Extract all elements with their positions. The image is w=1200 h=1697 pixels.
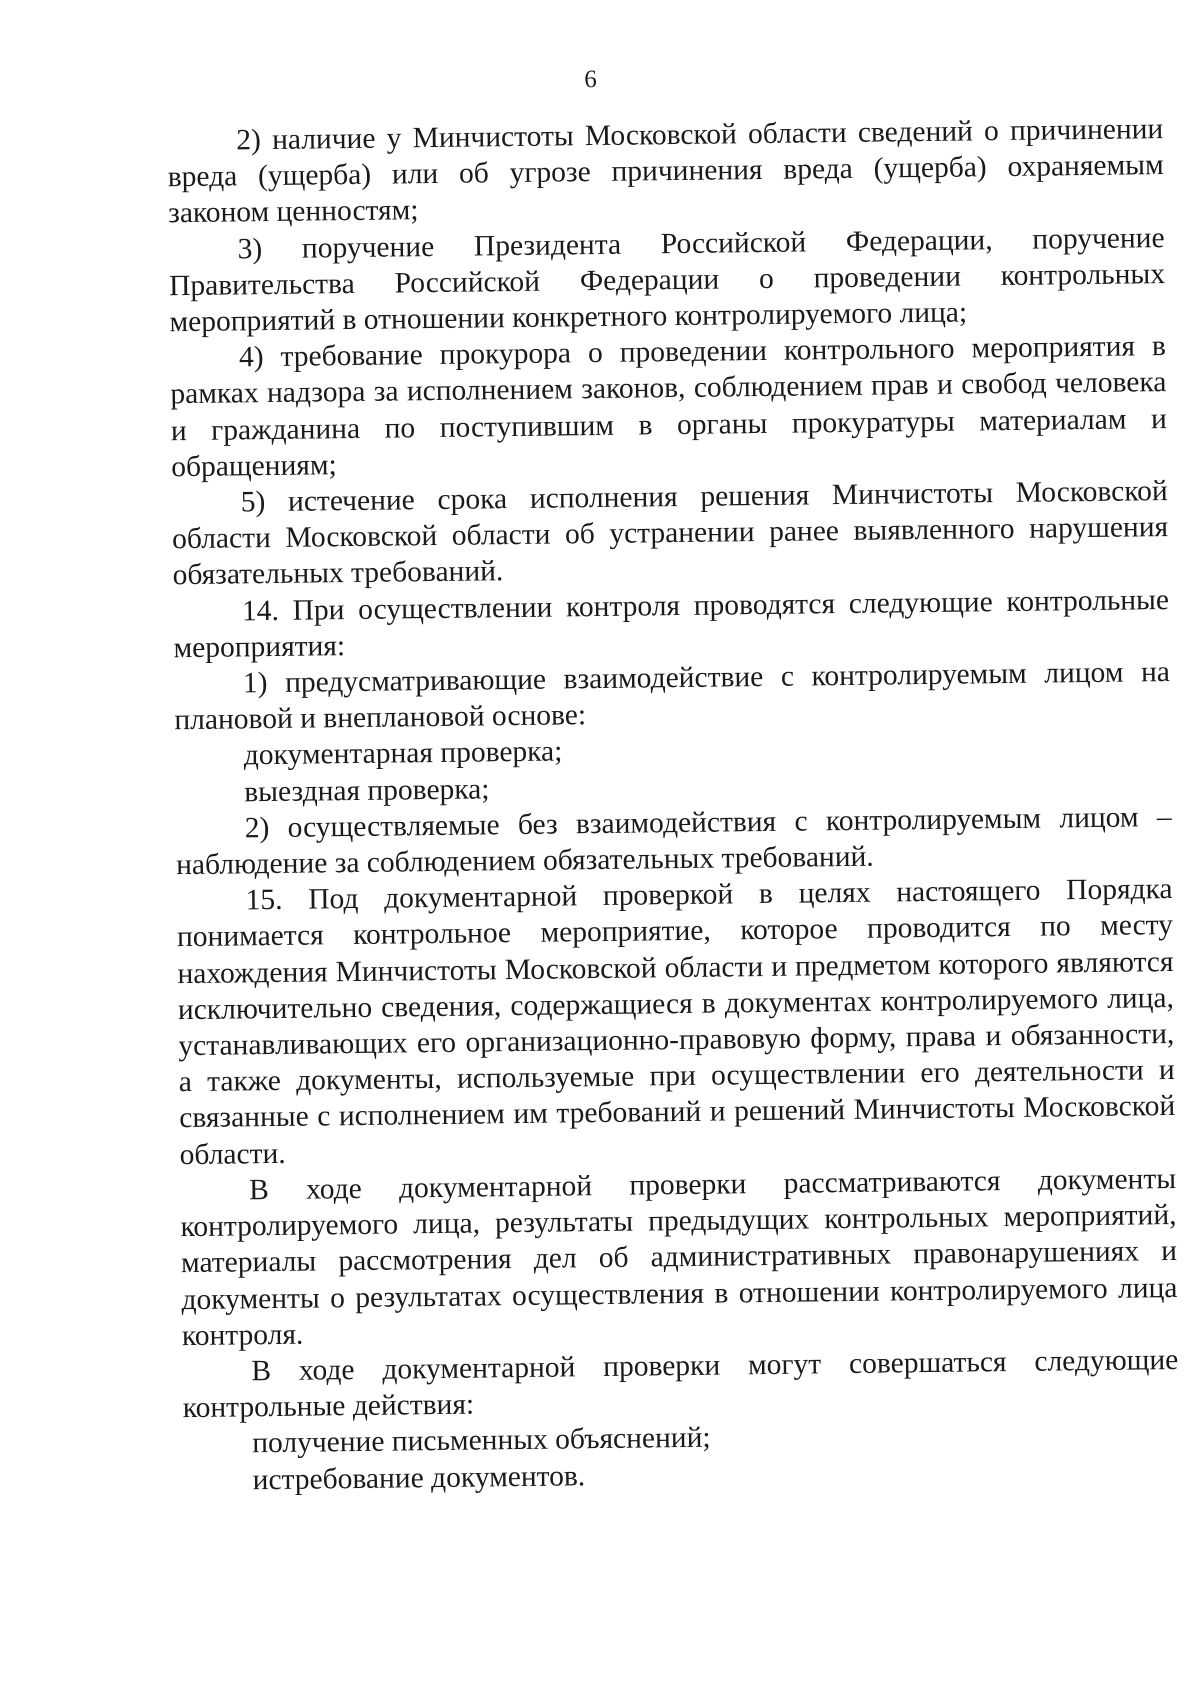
list-item-document-request: истребование документов. [252,1459,586,1496]
paragraph-clause-15: 15. Под документарной проверкой в целях настоящего Порядка понимается контрольное мероприятие, которое проводится по месту нахождения Минчистоты Московской области и предметом которого являются исключительно сведения, содержащиеся в документах контролируемого лица, устанавливающих его организационно-правовую форму, права и обязанности, а также документы, используемые при осуществлении его деятельности и связанные с исполнением им требований и решений Минчистоты Московской области. [176,873,1176,1171]
paragraph-item-4-prosecutor-requirement: 4) требование прокурора о проведении контрольного мероприятия в рамках надзора за исполнением законов, соблюдением прав и свобод человека и гражданина по поступившим в органы прокуратуры материалам и обращениям; [170,330,1167,484]
paragraph-item-5-deadline-expiry: 5) истечение срока исполнения решения Минчистоты Московской области Московской области об устранении ранее выявленного нарушения обязательных требований. [171,475,1169,592]
paragraph-clause-14-item-2: 2) осуществляемые без взаимодействия с контролируемым лицом – наблюдение за соблюдением обязательных требований. [175,800,1172,882]
document-body [167,111,1180,1499]
paragraph-item-3-president-instruction: 3) поручение Президента Российской Федерации, поручение Правительства Российской Федерации о проведении контрольных мероприятий в отношении конкретного контролируемого лица; [168,221,1166,339]
page-number: 6 [584,65,598,94]
paragraph-item-2-harm-information: 2) наличие у Минчистоты Московской области сведений о причинении вреда (ущерба) или об угрозе причинения вреда (ущерба) охраняемым законом ценностям; [167,113,1164,230]
list-item-onsite-inspection: выездная проверка; [244,773,490,808]
paragraph-clause-14: 14. При осуществлении контроля проводятся следующие контрольные мероприятия: [173,583,1170,665]
paragraph-control-actions: В ходе документарной проверки могут совершаться следующие контрольные действия: [182,1343,1179,1425]
paragraph-clause-14-item-1: 1) предусматривающие взаимодействие с контролируемым лицом на плановой и внеплановой основе: [174,656,1171,737]
paragraph-documentary-review-scope: В ходе документарной проверки рассматриваются документы контролируемого лица, результаты предыдущих контрольных мероприятий, материалы рассмотрения дел об административных правонарушениях и документы о результатах осуществления в отношении контролируемого лица контроля. [180,1162,1178,1352]
list-item-written-explanations: получение письменных объяснений; [252,1422,711,1460]
list-item-documentary-inspection: документарная проверка; [243,735,563,772]
